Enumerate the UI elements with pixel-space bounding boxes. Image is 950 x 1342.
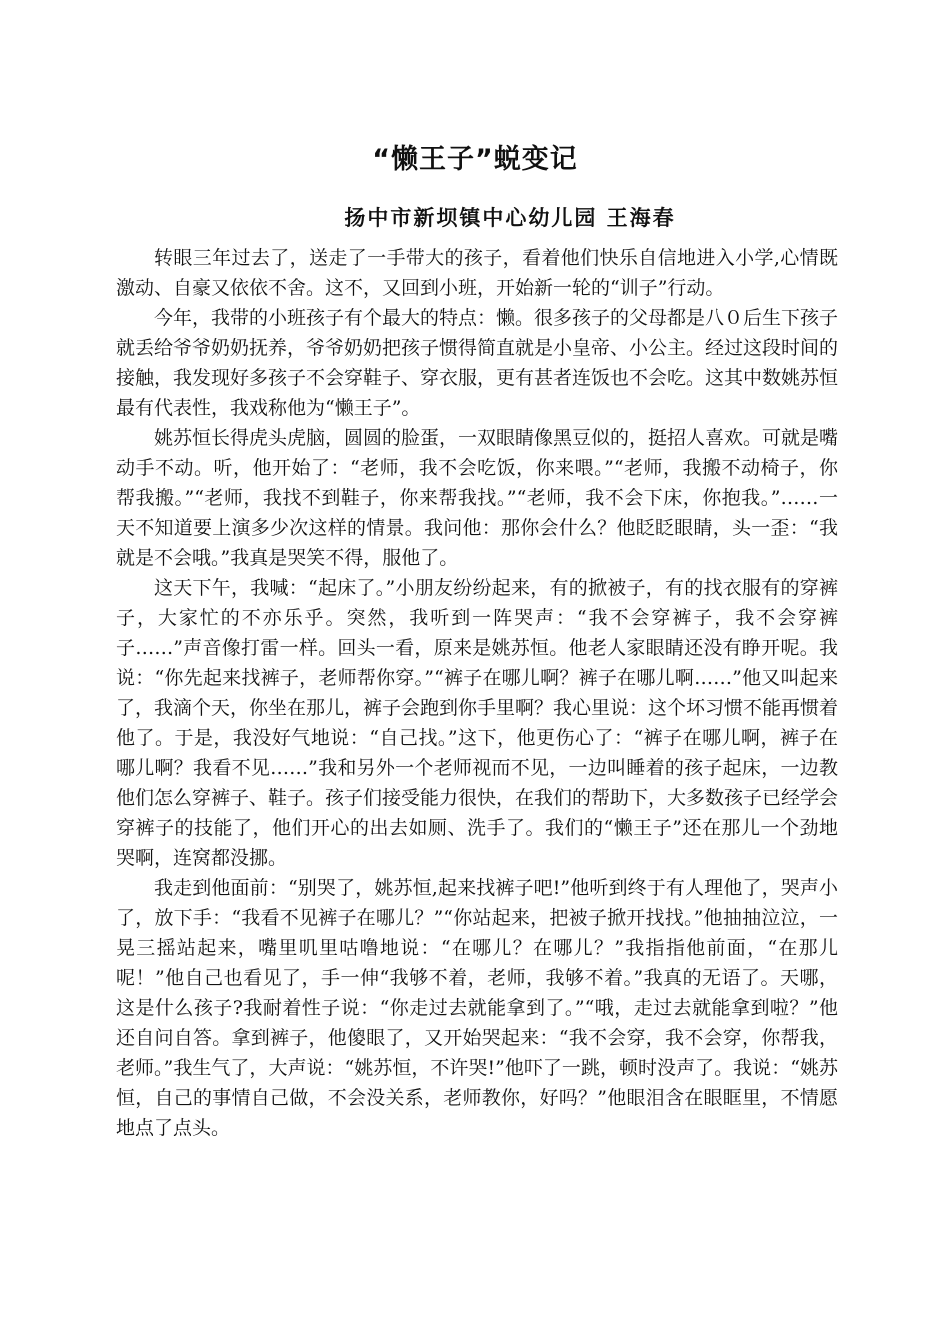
author-byline: 扬中市新坝镇中心幼儿园 王海春 (344, 205, 676, 230)
paragraph: 姚苏恒长得虎头虎脑，圆圆的脸蛋，一双眼睛像黑豆似的，挺招人喜欢。可就是嘴动手不动。听，他开始了：“老师，我不会吃饭，你来喂。”“老师，我搬不动椅子，你帮我搬。”“老师，我找不到鞋子，你来帮我找。”“老师，我不会下床，你抱我。”……一天不知道要上演多少次这样的情景。我问他：那你会什么？他眨眨眼睛，头一歪：“我就是不会哦。”我真是哭笑不得，服他了。 (116, 427, 839, 569)
paragraph: 今年，我带的小班孩子有个最大的特点：懒。很多孩子的父母都是八０后生下孩子就丢给爷爷奶奶抚养，爷爷奶奶把孩子惯得简直就是小皇帝、小公主。经过这段时间的接触，我发现好多孩子不会穿鞋子、穿衣服，更有甚者连饭也不会吃。这其中数姚苏恒最有代表性，我戏称他为“懒王子”。 (116, 307, 839, 419)
document-body (116, 243, 838, 1143)
document-title: “懒王子”蜕变记 (372, 144, 578, 175)
paragraph: 转眼三年过去了，送走了一手带大的孩子，看着他们快乐自信地进入小学,心情既激动、自豪又依依不舍。这不，又回到小班，开始新一轮的“训子”行动。 (116, 247, 838, 299)
paragraph: 我走到他面前：“别哭了，姚苏恒,起来找裤子吧!”他听到终于有人理他了，哭声小了，放下手：“我看不见裤子在哪儿？”“你站起来，把被子掀开找找。”他抽抽泣泣，一晃三摇站起来，嘴里叽里咕噜地说：“在哪儿？在哪儿？”我指指他前面，“在那儿呢！”他自己也看见了，手一伸“我够不着，老师，我够不着。”我真的无语了。天哪，这是什么孩子?我耐着性子说：“你走过去就能拿到了。”“哦，走过去就能拿到啦？”他还自问自答。拿到裤子，他傻眼了，又开始哭起来：“我不会穿，我不会穿，你帮我，老师。”我生气了，大声说：“姚苏恒，不许哭!”他吓了一跳，顿时没声了。我说：“姚苏恒，自己的事情自己做，不会没关系，老师教你，好吗？”他眼泪含在眼眶里，不情愿地点了点头。 (116, 877, 838, 1139)
paragraph: 这天下午，我喊：“起床了。”小朋友纷纷起来，有的掀被子，有的找衣服有的穿裤子，大家忙的不亦乐乎。突然，我听到一阵哭声：“我不会穿裤子，我不会穿裤子……”声音像打雷一样。回头一看，原来是姚苏恒。他老人家眼睛还没有睁开呢。我说：“你先起来找裤子，老师帮你穿。”“裤子在哪儿啊？裤子在哪儿啊……”他又叫起来了，我滴个天，你坐在那儿，裤子会跑到你手里啊？我心里说：这个坏习惯不能再惯着他了。于是，我没好气地说：“自己找。”这下，他更伤心了：“裤子在哪儿啊，裤子在哪儿啊？我看不见……”我和另外一个老师视而不见，一边叫睡着的孩子起床，一边教他们怎么穿裤子、鞋子。孩子们接受能力很快，在我们的帮助下，大多数孩子已经学会穿裤子的技能了，他们开心的出去如厕、洗手了。我们的“懒王子”还在那儿一个劲地哭啊，连窝都没挪。 (116, 577, 839, 869)
